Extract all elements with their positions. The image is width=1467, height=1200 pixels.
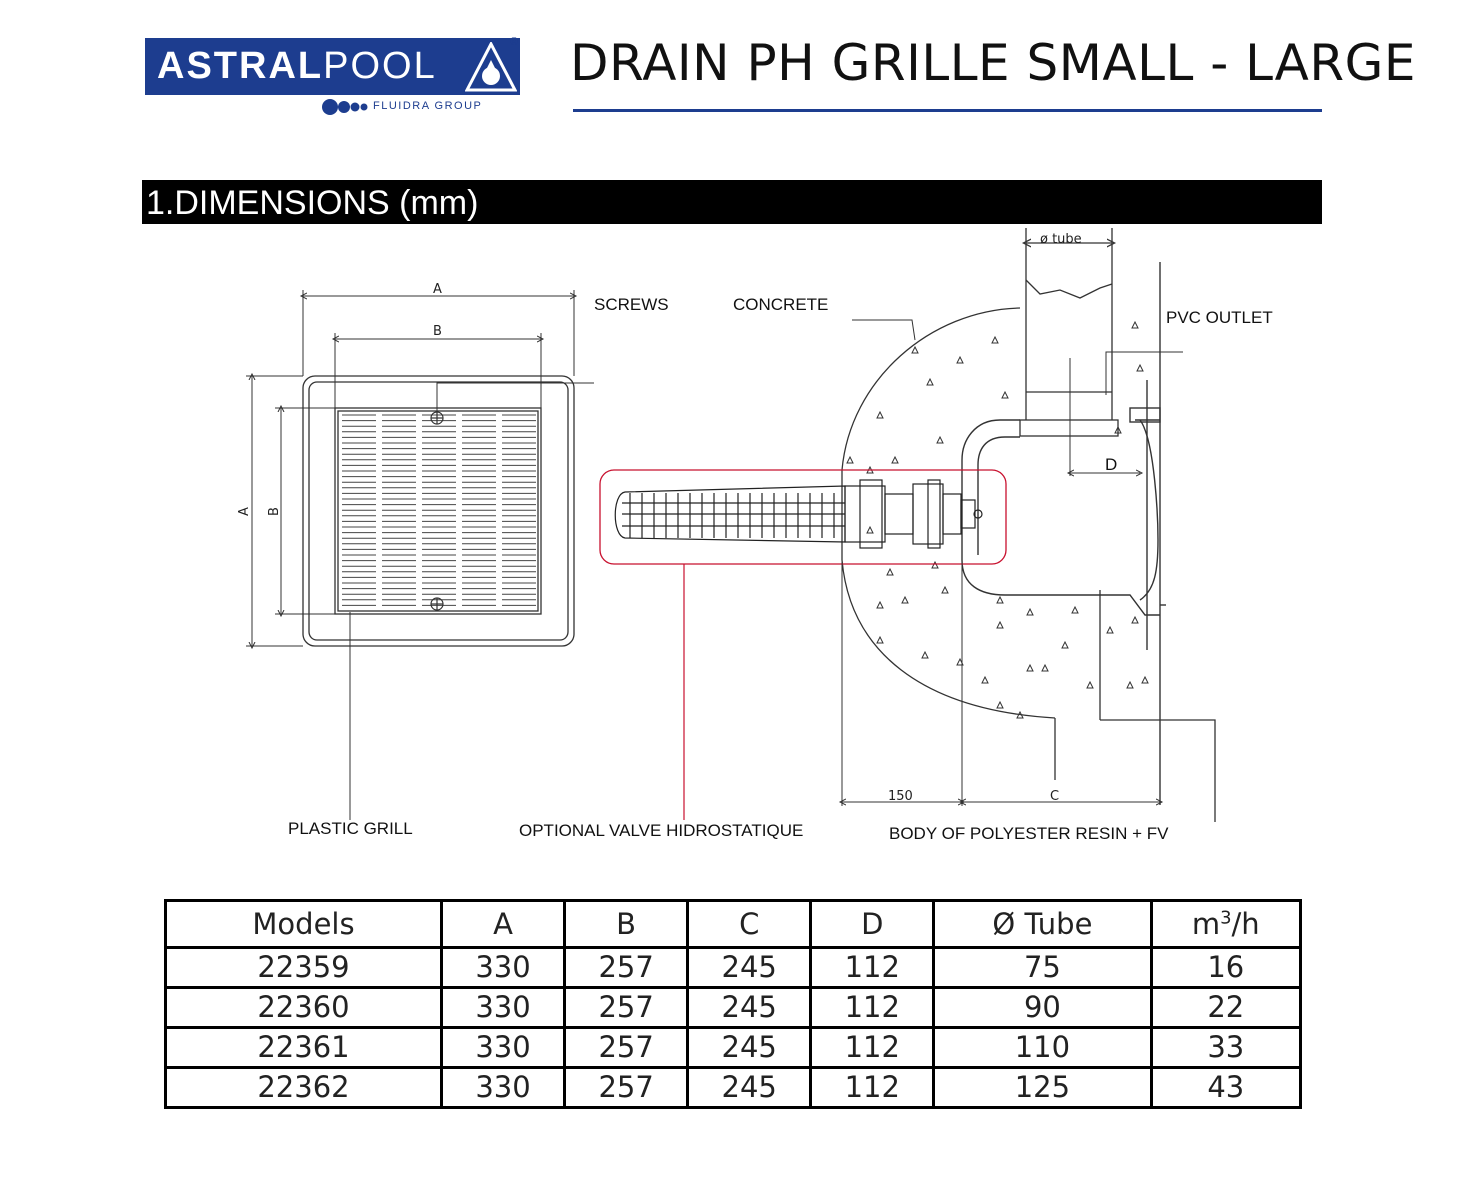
cell-b: 257 <box>565 1068 688 1108</box>
cell-flow: 16 <box>1151 948 1300 988</box>
section-leaders <box>852 320 1183 395</box>
label-optional-valve: OPTIONAL VALVE HIDROSTATIQUE <box>519 821 804 840</box>
cell-b: 257 <box>565 948 688 988</box>
logo-pool-text: POOL <box>323 45 437 87</box>
dim-150: 150 <box>888 789 913 804</box>
grille-slots <box>342 415 536 605</box>
table-row <box>166 948 1301 988</box>
valve-highlight-box <box>600 470 1006 564</box>
cell-b: 257 <box>565 1028 688 1068</box>
document-title: DRAIN PH GRILLE SMALL - LARGE <box>570 34 1416 92</box>
label-pvc-outlet: PVC OUTLET <box>1166 308 1273 327</box>
table-header-row <box>166 901 1301 948</box>
cell-c: 245 <box>688 1068 811 1108</box>
front-dimensions <box>246 290 594 820</box>
dim-a-top: A <box>433 282 442 297</box>
label-concrete: CONCRETE <box>733 295 829 314</box>
cell-tube: 90 <box>934 988 1151 1028</box>
cell-b: 257 <box>565 988 688 1028</box>
dim-b-top: B <box>433 324 442 339</box>
cell-model: 22362 <box>166 1068 442 1108</box>
cell-c: 245 <box>688 948 811 988</box>
registered-mark: ® <box>510 36 519 48</box>
table-row <box>166 1068 1301 1108</box>
cell-a: 330 <box>442 1028 565 1068</box>
dim-b-side: B <box>267 507 282 516</box>
cell-a: 330 <box>442 948 565 988</box>
cell-d: 112 <box>811 1068 934 1108</box>
section-title: 1.DIMENSIONS (mm) <box>146 184 479 222</box>
col-header-a: A <box>442 901 565 948</box>
concrete-body <box>842 308 1215 822</box>
cell-a: 330 <box>442 988 565 1028</box>
cell-model: 22360 <box>166 988 442 1028</box>
logo-main-text: ASTRAL <box>157 45 324 87</box>
label-body: BODY OF POLYESTER RESIN + FV <box>889 824 1169 843</box>
hydrostatic-valve <box>615 480 982 820</box>
concrete-aggregate <box>847 322 1148 718</box>
cell-d: 112 <box>811 988 934 1028</box>
cell-model: 22359 <box>166 948 442 988</box>
dim-tube: ø tube <box>1040 232 1082 247</box>
col-header-flow <box>1151 901 1300 948</box>
cell-d: 112 <box>811 1028 934 1068</box>
col-header-b: B <box>565 901 688 948</box>
table-row <box>166 1028 1301 1068</box>
cell-d: 112 <box>811 948 934 988</box>
cell-tube: 125 <box>934 1068 1151 1108</box>
label-plastic-grill: PLASTIC GRILL <box>288 819 413 838</box>
cell-tube: 110 <box>934 1028 1151 1068</box>
cell-flow: 43 <box>1151 1068 1300 1108</box>
dim-bottom-lines <box>842 560 1160 806</box>
cell-tube: 75 <box>934 948 1151 988</box>
col-header-c: C <box>688 901 811 948</box>
screw-bottom-icon <box>431 598 443 610</box>
cell-c: 245 <box>688 1028 811 1068</box>
logo-subtitle: FLUIDRA GROUP <box>373 100 483 112</box>
col-header-models: Models <box>166 901 442 948</box>
dimensions-table <box>164 899 1302 1109</box>
dim-d: D <box>1105 455 1118 474</box>
flow-unit-tail: /h <box>1231 907 1260 941</box>
cell-flow: 33 <box>1151 1028 1300 1068</box>
cell-c: 245 <box>688 988 811 1028</box>
cell-a: 330 <box>442 1068 565 1108</box>
cell-flow: 22 <box>1151 988 1300 1028</box>
grille-plate-inner <box>338 411 538 611</box>
dim-c: C <box>1050 789 1060 804</box>
table-row <box>166 988 1301 1028</box>
label-screws: SCREWS <box>594 295 669 314</box>
dim-a-side: A <box>237 507 252 516</box>
pvc-tube <box>1020 228 1118 436</box>
col-header-d: D <box>811 901 934 948</box>
col-header-tube: Ø Tube <box>934 901 1151 948</box>
flow-unit-sup: 3 <box>1220 907 1232 929</box>
flow-unit-base: m <box>1191 907 1221 941</box>
concrete-outline <box>842 308 1055 718</box>
cell-model: 22361 <box>166 1028 442 1068</box>
